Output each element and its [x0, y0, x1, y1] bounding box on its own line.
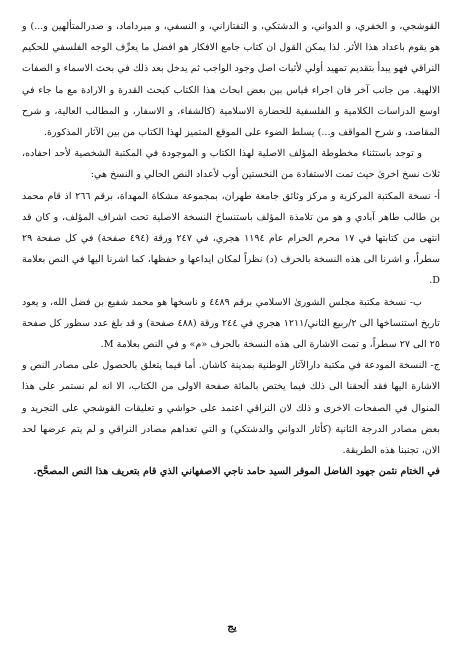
paragraph-intro: القوشجي، و الخفري، و الدواني، و الدشتكي، و التفتازاني، و النسفي، و ميرداماد، و صدرالمتألهين و...) و هو يقوم باعداد هذا الأثر. لذا يمكن القول ان كتاب جامع الافكار هو افضل ما يعرِّف الوجه الفلسفي للحكيم النراقي فهو يبدأ بتقديم تمهيد أولي لأثبات اصل وجود الواجب ثم يدخل بعد ذلك في بحث الاسماء و الصفات الالهية. من جانب آخر فان اجراء قياس بين بعض ابحاث هذا الكتاب كبحث القدرة و الارادة مع ما جاء في اوسع الدراسات الكلامية و الفلسفية للحضارة الاسلامية (كالشفاء، و الاسفار، و المطالب العالية، و شرح المقاصد، و شرح المواقف و...) يسلط الضوء على الموقع المتميز لهذا الكتاب من بين الآثار المذكورة. [22, 21, 440, 139]
page-number: يج [227, 622, 237, 633]
paragraph-copy-b: ب- نسخة مكتبة مجلس الشورىٰ الاسلامي برقم ٤٤٨٩ و ناسخها هو محمد شفيع بن فضل الله، و يعود تاريخ استنساخها الى ٢/ربيع الثاني/١٢١١ هجري في ٢٤٤ ورقة (٤٨٨ صفحة) و قد بلغ عدد سطور كل صفحة ٢٥ الى ٢٧ سطراً، و تمت الاشارة الى هذه النسخة بالحرف «م» و في النص بعلامة M. [22, 296, 440, 351]
paragraph-closing: في الختام نثمن جهود الفاضل الموقر السيد حامد ناجي الاصفهاني الذي قام بتعريف هذا النص المصحَّح. [33, 466, 440, 478]
document-body [22, 16, 440, 482]
paragraph-manuscripts: و توجد باستثناء مخطوطة المؤلف الاصلية لهذا الكتاب و الموجودة في المكتبة الشخصية لأحد احفاده، ثلاث نسخ اخرىٰ حيث تمت الاستفادة من النخستين أوب لأعداد النص الحالي و النسخ هي: [22, 148, 440, 181]
paragraph-copy-c: ج- النسخة المودعة في مكتبة دارالآثار الوطنية بمدينة كاشان. أما فيما يتعلق بالحصول على مصادر النص و الاشارة اليها فقد ألحقنا الى ذلك فيما يختص بالمائة صفحة الاولى من الكتاب، الا انه لم نستمر على هذا المنوال في الصفحات الاخرى و ذلك لان النراقي اعتمد على حواشي و تعليقات القوشجي على التجريد و بعض مصادر الدرجة الثانية (كأثار الدواني والدشتكي) و التي تعداهم مصادر النراقي و لم يتم عرضها لحد الان، تجنبنا هذه الطريقة. [22, 360, 440, 457]
paragraph-copy-a: أ- نسخة المكتبة المركزية و مركز وثائق جامعة طهران، بمجموعة مشكاة المهداة، برقم ۲٦٦ اذ قام محمد بن طالب طاهر آبادي و هو من تلامذة المؤلف باستنساخ النسخة الاصلية تحت اشراف المؤلف، و كان قد انتهى من كتابتها في ١٧ محرم الحرام عام ١١٩٤ هجري، في ٢٤٧ ورقة (٤٩٤ صفحة) في كل صفحة ٢٩ سطراً، و اشرنا الى هذه النسخة بالحرف (د) نظراً لمكان ايداعها و حفظها، كما اشرنا اليها في النص بعلامة D. [22, 190, 441, 287]
